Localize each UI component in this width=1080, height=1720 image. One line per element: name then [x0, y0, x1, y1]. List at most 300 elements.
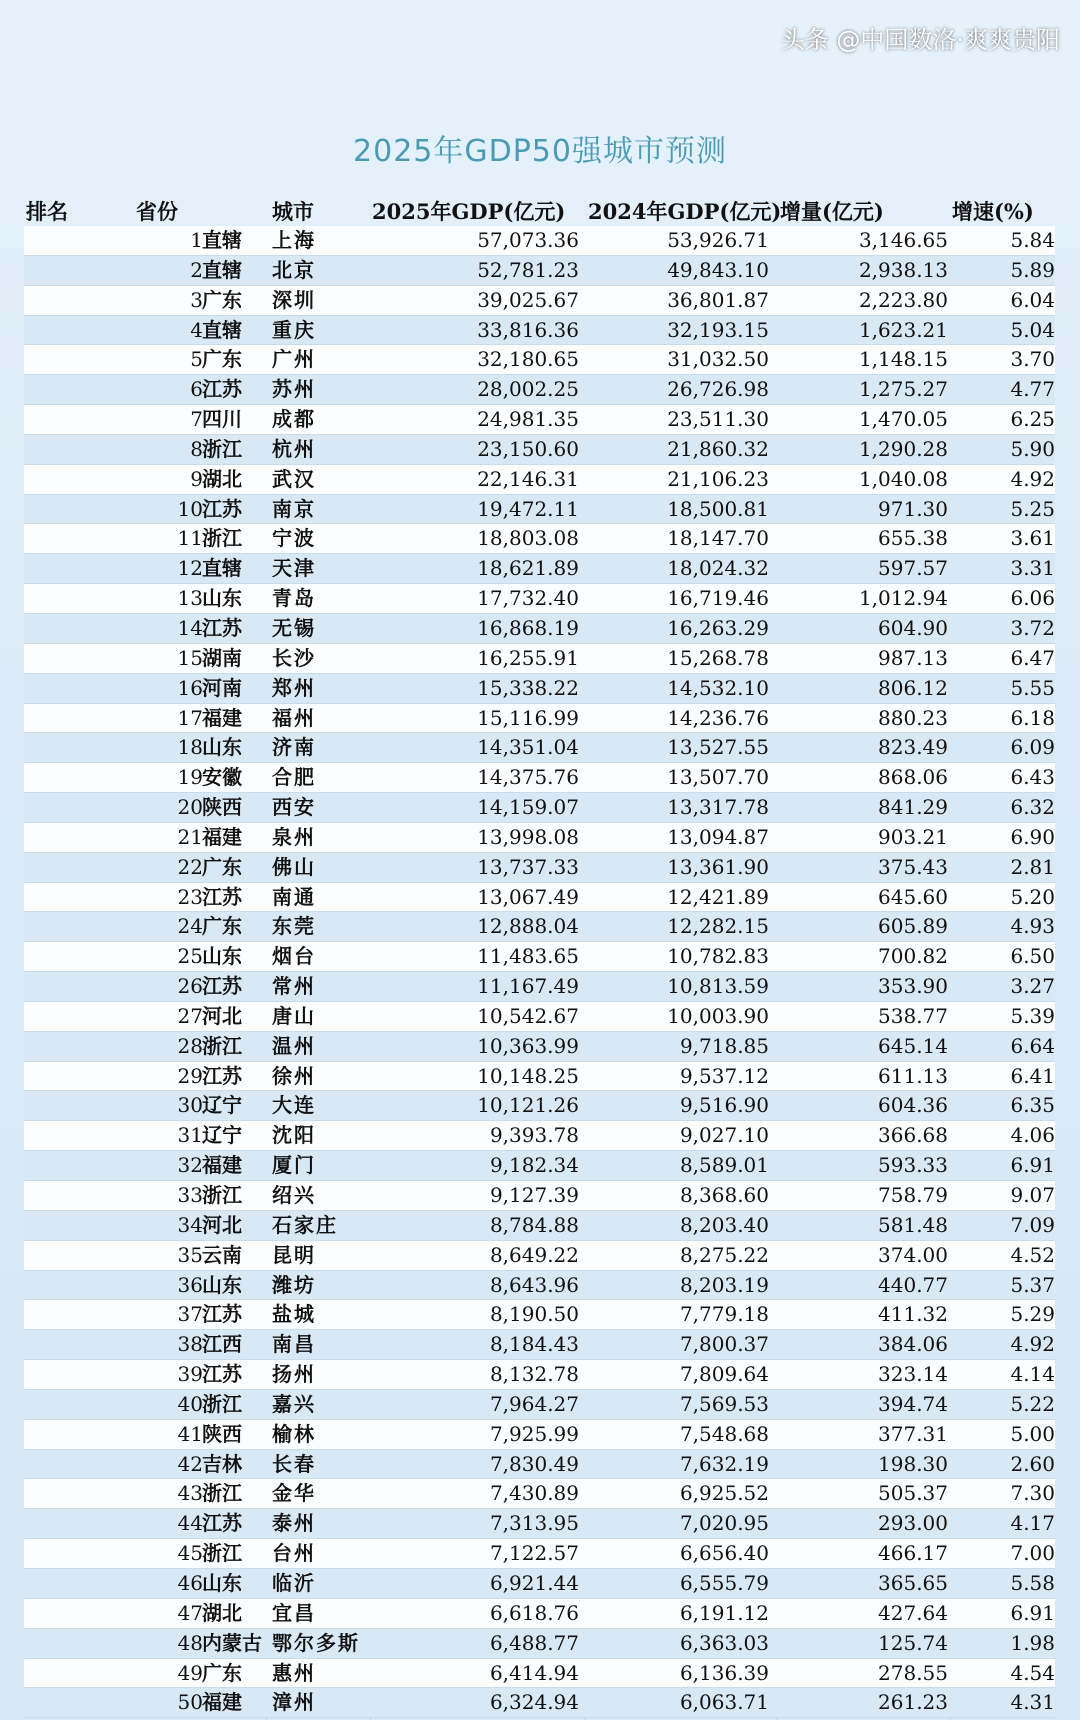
gdp2025-cell: 13,067.49: [477, 884, 579, 909]
city-cell: 临沂: [272, 1570, 316, 1595]
gdp2024-cell: 7,809.64: [679, 1362, 769, 1387]
gdp2025-cell: 16,868.19: [477, 615, 579, 640]
gdp2024-cell: 21,860.32: [667, 436, 769, 461]
rank-cell: 22: [177, 854, 203, 879]
province-cell: 辽宁: [202, 1123, 242, 1148]
rank-cell: 7: [190, 407, 203, 432]
city-cell: 济南: [272, 735, 316, 760]
rank-cell: 24: [177, 914, 203, 939]
rank-cell: 49: [177, 1660, 203, 1685]
growth-cell: 4.92: [1010, 466, 1055, 491]
growth-cell: 6.09: [1010, 735, 1055, 760]
gdp2024-cell: 13,361.90: [667, 854, 769, 879]
table-row: [24, 1151, 1055, 1181]
gdp2024-cell: 7,548.68: [679, 1421, 769, 1446]
growth-cell: 3.70: [1010, 347, 1055, 372]
increase-cell: 374.00: [878, 1242, 948, 1267]
growth-cell: 5.37: [1010, 1272, 1055, 1297]
city-cell: 绍兴: [272, 1183, 316, 1207]
increase-cell: 987.13: [878, 645, 948, 670]
province-cell: 湖南: [202, 645, 242, 670]
increase-cell: 1,040.08: [858, 466, 948, 491]
province-cell: 浙江: [202, 526, 242, 551]
gdp2024-cell: 32,193.15: [667, 317, 769, 342]
gdp2024-cell: 13,317.78: [667, 795, 769, 820]
rank-cell: 1: [190, 228, 203, 252]
gdp2025-cell: 6,921.44: [489, 1570, 579, 1595]
city-cell: 沈阳: [272, 1123, 316, 1148]
city-cell: 大连: [272, 1093, 316, 1118]
increase-cell: 581.48: [878, 1212, 948, 1237]
increase-cell: 604.90: [878, 615, 948, 640]
increase-cell: 394.74: [878, 1391, 948, 1416]
province-cell: 广东: [202, 914, 242, 939]
city-cell: 苏州: [272, 377, 316, 402]
province-cell: 山东: [202, 944, 242, 969]
rank-cell: 8: [190, 436, 203, 461]
gdp2025-cell: 6,488.77: [489, 1630, 579, 1655]
increase-cell: 823.49: [878, 735, 948, 760]
province-cell: 辽宁: [202, 1093, 242, 1118]
gdp2025-cell: 13,737.33: [477, 854, 579, 879]
increase-cell: 3,146.65: [858, 228, 948, 252]
province-cell: 福建: [202, 1690, 242, 1715]
increase-cell: 903.21: [878, 824, 948, 849]
city-cell: 南通: [272, 884, 316, 909]
province-cell: 陕西: [202, 795, 242, 820]
city-cell: 昆明: [272, 1242, 316, 1267]
table-row: [24, 1091, 1055, 1121]
city-cell: 石家庄: [272, 1212, 338, 1237]
gdp2024-cell: 6,063.71: [679, 1690, 769, 1715]
rank-cell: 11: [177, 526, 203, 551]
gdp2025-cell: 14,159.07: [477, 795, 579, 820]
table-row: [24, 256, 1055, 286]
city-cell: 北京: [272, 257, 316, 282]
table-row: [24, 763, 1055, 793]
gdp2024-cell: 8,275.22: [679, 1242, 769, 1267]
gdp2025-cell: 16,255.91: [477, 645, 579, 670]
rank-cell: 4: [190, 317, 203, 342]
growth-cell: 6.06: [1010, 586, 1055, 611]
increase-cell: 758.79: [878, 1183, 948, 1207]
growth-cell: 5.00: [1010, 1421, 1055, 1446]
city-cell: 温州: [272, 1033, 316, 1058]
growth-cell: 4.14: [1010, 1362, 1055, 1387]
gdp2025-cell: 28,002.25: [477, 377, 579, 402]
table-row: [24, 316, 1055, 346]
gdp2024-cell: 26,726.98: [667, 377, 769, 402]
gdp2025-cell: 8,132.78: [489, 1362, 579, 1387]
increase-cell: 366.68: [878, 1123, 948, 1148]
header-city: 城市: [272, 199, 314, 224]
province-cell: 广东: [202, 1660, 242, 1685]
city-cell: 上海: [272, 228, 316, 252]
province-cell: 安徽: [202, 765, 242, 790]
gdp2025-cell: 18,621.89: [477, 556, 579, 581]
growth-cell: 5.84: [1010, 228, 1055, 252]
rank-cell: 23: [177, 884, 203, 909]
province-cell: 江苏: [202, 1362, 242, 1387]
table-row: [24, 1032, 1055, 1062]
increase-cell: 593.33: [878, 1153, 948, 1178]
page-title: 2025年GDP50强城市预测: [353, 134, 727, 169]
header-rank: 排名: [26, 199, 68, 224]
table-row: [24, 1360, 1055, 1390]
rank-cell: 42: [177, 1451, 203, 1476]
gdp2025-cell: 8,784.88: [489, 1212, 579, 1237]
province-cell: 浙江: [202, 1183, 242, 1207]
city-cell: 泉州: [272, 824, 316, 849]
table-row: [24, 1599, 1055, 1629]
gdp2025-cell: 23,150.60: [477, 436, 579, 461]
table-row: [24, 524, 1055, 554]
growth-cell: 4.92: [1010, 1332, 1055, 1357]
gdp2024-cell: 7,020.95: [679, 1511, 769, 1536]
city-cell: 常州: [272, 974, 316, 999]
growth-cell: 3.27: [1010, 974, 1055, 999]
city-cell: 成都: [272, 407, 316, 432]
gdp2025-cell: 6,414.94: [489, 1660, 579, 1685]
header-increase: 增量(亿元): [780, 199, 884, 224]
city-cell: 佛山: [272, 854, 316, 879]
city-cell: 长沙: [272, 645, 316, 670]
table-row: [24, 793, 1055, 823]
rank-cell: 29: [177, 1063, 203, 1088]
rank-cell: 44: [177, 1511, 203, 1536]
gdp2025-cell: 10,148.25: [477, 1063, 579, 1088]
rank-cell: 41: [177, 1421, 203, 1446]
increase-cell: 261.23: [878, 1690, 948, 1715]
growth-cell: 9.07: [1010, 1183, 1055, 1207]
table-row: [24, 345, 1055, 375]
province-cell: 广东: [202, 287, 242, 312]
table-row: [24, 942, 1055, 972]
increase-cell: 198.30: [878, 1451, 948, 1476]
increase-cell: 278.55: [878, 1660, 948, 1685]
province-cell: 河北: [202, 1212, 242, 1237]
increase-cell: 700.82: [878, 944, 948, 969]
city-cell: 潍坊: [272, 1272, 316, 1297]
rank-cell: 45: [177, 1541, 203, 1566]
growth-cell: 5.90: [1010, 436, 1055, 461]
gdp2025-cell: 7,430.89: [489, 1481, 579, 1506]
rank-cell: 2: [190, 257, 203, 282]
gdp2025-cell: 7,830.49: [489, 1451, 579, 1476]
city-cell: 长春: [272, 1451, 316, 1476]
increase-cell: 1,290.28: [858, 436, 948, 461]
gdp2025-cell: 17,732.40: [477, 586, 579, 611]
province-cell: 江苏: [202, 377, 242, 402]
gdp2024-cell: 12,421.89: [667, 884, 769, 909]
gdp2024-cell: 8,203.19: [679, 1272, 769, 1297]
rank-cell: 38: [177, 1332, 203, 1357]
table-row: [24, 1569, 1055, 1599]
city-cell: 青岛: [272, 586, 316, 611]
increase-cell: 505.37: [878, 1481, 948, 1506]
growth-cell: 4.54: [1010, 1660, 1055, 1685]
rank-cell: 35: [177, 1242, 203, 1267]
rank-cell: 36: [177, 1272, 203, 1297]
gdp2024-cell: 6,925.52: [679, 1481, 769, 1506]
gdp2025-cell: 32,180.65: [477, 347, 579, 372]
province-cell: 浙江: [202, 1541, 242, 1566]
increase-cell: 353.90: [878, 974, 948, 999]
province-cell: 浙江: [202, 1033, 242, 1058]
growth-cell: 5.55: [1010, 675, 1055, 700]
increase-cell: 384.06: [878, 1332, 948, 1357]
increase-cell: 377.31: [878, 1421, 948, 1446]
gdp2025-cell: 11,167.49: [477, 974, 579, 999]
gdp-table: [24, 226, 1055, 1718]
city-cell: 扬州: [272, 1362, 316, 1387]
growth-cell: 4.52: [1010, 1242, 1055, 1267]
table-row: [24, 1121, 1055, 1151]
gdp2025-cell: 9,182.34: [489, 1153, 579, 1178]
table-row: [24, 405, 1055, 435]
gdp2025-cell: 11,483.65: [477, 944, 579, 969]
table-row: [24, 644, 1055, 674]
increase-cell: 1,275.27: [858, 377, 948, 402]
gdp2024-cell: 10,003.90: [667, 1003, 769, 1028]
rank-cell: 5: [190, 347, 203, 372]
gdp2024-cell: 6,136.39: [679, 1660, 769, 1685]
province-cell: 浙江: [202, 436, 242, 461]
increase-cell: 645.14: [878, 1033, 948, 1058]
growth-cell: 4.17: [1010, 1511, 1055, 1536]
gdp2025-cell: 14,375.76: [477, 765, 579, 790]
province-cell: 广东: [202, 347, 242, 372]
header-growth: 增速(%): [952, 199, 1034, 224]
rank-cell: 43: [177, 1481, 203, 1506]
city-cell: 东莞: [272, 914, 316, 939]
province-cell: 山东: [202, 1272, 242, 1297]
growth-cell: 4.93: [1010, 914, 1055, 939]
growth-cell: 5.25: [1010, 496, 1055, 521]
growth-cell: 7.00: [1010, 1541, 1055, 1566]
table-row: [24, 1539, 1055, 1569]
growth-cell: 6.91: [1010, 1600, 1055, 1625]
rank-cell: 27: [177, 1003, 203, 1028]
table-row: [24, 375, 1055, 405]
table-row: [24, 554, 1055, 584]
gdp2024-cell: 8,589.01: [679, 1153, 769, 1178]
growth-cell: 5.89: [1010, 257, 1055, 282]
growth-cell: 6.04: [1010, 287, 1055, 312]
growth-cell: 3.72: [1010, 615, 1055, 640]
increase-cell: 880.23: [878, 705, 948, 730]
growth-cell: 5.22: [1010, 1391, 1055, 1416]
gdp2025-cell: 10,121.26: [477, 1093, 579, 1118]
table-row: [24, 1271, 1055, 1301]
growth-cell: 7.30: [1010, 1481, 1055, 1506]
increase-cell: 2,223.80: [858, 287, 948, 312]
rank-cell: 15: [177, 645, 203, 670]
gdp2025-cell: 18,803.08: [477, 526, 579, 551]
gdp2024-cell: 21,106.23: [667, 466, 769, 491]
gdp2025-cell: 7,313.95: [489, 1511, 579, 1536]
growth-cell: 6.47: [1010, 645, 1055, 670]
growth-cell: 4.77: [1010, 377, 1055, 402]
gdp2024-cell: 14,236.76: [667, 705, 769, 730]
gdp2025-cell: 15,338.22: [477, 675, 579, 700]
increase-cell: 538.77: [878, 1003, 948, 1028]
increase-cell: 597.57: [878, 556, 948, 581]
province-cell: 江苏: [202, 496, 242, 521]
increase-cell: 655.38: [878, 526, 948, 551]
gdp2024-cell: 13,094.87: [667, 824, 769, 849]
growth-cell: 5.39: [1010, 1003, 1055, 1028]
increase-cell: 868.06: [878, 765, 948, 790]
table-row: [24, 1688, 1055, 1718]
table-row: [24, 1479, 1055, 1509]
province-cell: 湖北: [202, 466, 242, 491]
rank-cell: 39: [177, 1362, 203, 1387]
gdp2024-cell: 36,801.87: [667, 287, 769, 312]
growth-cell: 6.64: [1010, 1033, 1055, 1058]
growth-cell: 6.43: [1010, 765, 1055, 790]
growth-cell: 6.18: [1010, 705, 1055, 730]
gdp2024-cell: 15,268.78: [667, 645, 769, 670]
province-cell: 江苏: [202, 884, 242, 909]
increase-cell: 440.77: [878, 1272, 948, 1297]
rank-cell: 10: [177, 496, 203, 521]
province-cell: 四川: [202, 407, 242, 432]
increase-cell: 375.43: [878, 854, 948, 879]
gdp2025-cell: 6,618.76: [489, 1600, 579, 1625]
city-cell: 广州: [272, 347, 316, 372]
rank-cell: 21: [177, 824, 203, 849]
growth-cell: 7.09: [1010, 1212, 1055, 1237]
table-row: [24, 286, 1055, 316]
table-row: [24, 674, 1055, 704]
gdp2025-cell: 6,324.94: [489, 1690, 579, 1715]
province-cell: 河北: [202, 1003, 242, 1028]
gdp2024-cell: 18,147.70: [667, 526, 769, 551]
growth-cell: 5.58: [1010, 1570, 1055, 1595]
gdp2025-cell: 24,981.35: [477, 407, 579, 432]
rank-cell: 17: [177, 705, 203, 730]
gdp2024-cell: 9,027.10: [679, 1123, 769, 1148]
table-row: [24, 1300, 1055, 1330]
province-cell: 江苏: [202, 1302, 242, 1327]
increase-cell: 466.17: [878, 1541, 948, 1566]
growth-cell: 2.60: [1010, 1451, 1055, 1476]
gdp2025-cell: 7,964.27: [489, 1391, 579, 1416]
province-cell: 广东: [202, 854, 242, 879]
gdp2025-cell: 19,472.11: [477, 496, 579, 521]
rank-cell: 16: [177, 675, 203, 700]
province-cell: 云南: [202, 1242, 242, 1267]
rank-cell: 13: [177, 586, 203, 611]
rank-cell: 47: [177, 1600, 203, 1625]
city-cell: 宜昌: [272, 1600, 316, 1625]
gdp2025-cell: 14,351.04: [477, 735, 579, 760]
increase-cell: 645.60: [878, 884, 948, 909]
gdp2024-cell: 16,719.46: [667, 586, 769, 611]
province-cell: 直辖: [202, 317, 242, 342]
increase-cell: 365.65: [878, 1570, 948, 1595]
city-cell: 合肥: [272, 765, 316, 790]
rank-cell: 28: [177, 1033, 203, 1058]
gdp2025-cell: 7,925.99: [489, 1421, 579, 1446]
table-row: [24, 495, 1055, 525]
city-cell: 深圳: [272, 287, 316, 312]
increase-cell: 323.14: [878, 1362, 948, 1387]
gdp2024-cell: 9,537.12: [679, 1063, 769, 1088]
gdp2025-cell: 12,888.04: [477, 914, 579, 939]
rank-cell: 20: [177, 795, 203, 820]
city-cell: 西安: [272, 795, 316, 820]
city-cell: 烟台: [272, 944, 316, 969]
table-row: [24, 1509, 1055, 1539]
gdp2024-cell: 16,263.29: [667, 615, 769, 640]
growth-cell: 4.31: [1010, 1690, 1055, 1715]
growth-cell: 5.29: [1010, 1302, 1055, 1327]
rank-cell: 19: [177, 765, 203, 790]
city-cell: 厦门: [272, 1153, 316, 1178]
province-cell: 福建: [202, 824, 242, 849]
growth-cell: 5.20: [1010, 884, 1055, 909]
province-cell: 湖北: [202, 1600, 242, 1625]
growth-cell: 6.41: [1010, 1063, 1055, 1088]
province-cell: 陕西: [202, 1421, 242, 1446]
gdp2025-cell: 52,781.23: [477, 257, 579, 282]
rank-cell: 34: [177, 1212, 203, 1237]
rank-cell: 48: [177, 1630, 203, 1655]
city-cell: 盐城: [272, 1302, 316, 1327]
rank-cell: 30: [177, 1093, 203, 1118]
gdp2024-cell: 10,813.59: [667, 974, 769, 999]
growth-cell: 6.50: [1010, 944, 1055, 969]
rank-cell: 3: [190, 287, 203, 312]
table-row: [24, 435, 1055, 465]
city-cell: 唐山: [272, 1003, 316, 1028]
city-cell: 武汉: [272, 466, 316, 491]
increase-cell: 411.32: [878, 1302, 948, 1327]
gdp2024-cell: 9,718.85: [679, 1033, 769, 1058]
increase-cell: 1,012.94: [858, 586, 948, 611]
header-gdp2025: 2025年GDP(亿元): [372, 199, 566, 224]
province-cell: 福建: [202, 1153, 242, 1178]
gdp2025-cell: 8,184.43: [489, 1332, 579, 1357]
header-province: 省份: [136, 199, 178, 224]
table-row: [24, 1330, 1055, 1360]
rank-cell: 12: [177, 556, 203, 581]
gdp2024-cell: 10,782.83: [667, 944, 769, 969]
gdp2024-cell: 13,527.55: [667, 735, 769, 760]
increase-cell: 611.13: [878, 1063, 948, 1088]
gdp2025-cell: 8,649.22: [489, 1242, 579, 1267]
gdp2025-cell: 15,116.99: [477, 705, 579, 730]
city-cell: 嘉兴: [272, 1391, 316, 1416]
increase-cell: 605.89: [878, 914, 948, 939]
table-row: [24, 1211, 1055, 1241]
increase-cell: 1,148.15: [858, 347, 948, 372]
gdp2024-cell: 7,569.53: [679, 1391, 769, 1416]
growth-cell: 6.32: [1010, 795, 1055, 820]
table-row: [24, 972, 1055, 1002]
city-cell: 惠州: [272, 1660, 316, 1685]
rank-cell: 25: [177, 944, 203, 969]
growth-cell: 2.81: [1010, 854, 1055, 879]
table-row: [24, 733, 1055, 763]
increase-cell: 293.00: [878, 1511, 948, 1536]
gdp2025-cell: 10,363.99: [477, 1033, 579, 1058]
province-cell: 江苏: [202, 1063, 242, 1088]
table-row: [24, 883, 1055, 913]
gdp2024-cell: 49,843.10: [667, 257, 769, 282]
